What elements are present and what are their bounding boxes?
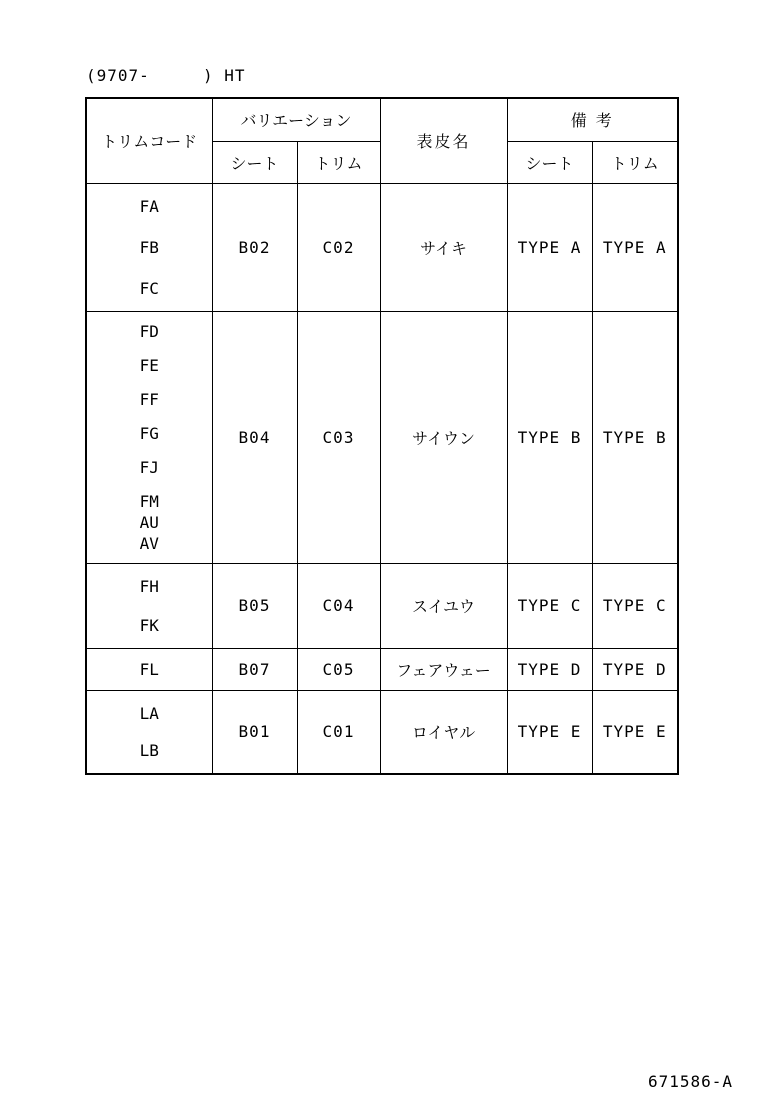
trim-codes-cell bbox=[86, 690, 212, 774]
trim-code: FG bbox=[139, 423, 159, 443]
header-remarks-trim: トリム bbox=[592, 141, 678, 183]
remark-trim-cell: TYPE B bbox=[592, 311, 678, 563]
trim-code: LB bbox=[139, 740, 159, 760]
trim-code: FJ bbox=[139, 457, 159, 477]
material-cell: スイユウ bbox=[380, 563, 507, 648]
table-row bbox=[86, 183, 678, 311]
table-row bbox=[86, 311, 678, 563]
variation-trim-cell: C02 bbox=[297, 183, 380, 311]
remark-seat-cell: TYPE E bbox=[507, 690, 592, 774]
remark-seat-cell: TYPE B bbox=[507, 311, 592, 563]
header-variation: バリエーション bbox=[212, 98, 380, 141]
trim-code: FA bbox=[139, 196, 159, 216]
model-code: HT bbox=[224, 66, 246, 85]
figure-id: 671586-A bbox=[648, 1072, 734, 1091]
trim-code-table bbox=[85, 97, 679, 775]
period-range: (9707- ) bbox=[86, 66, 214, 85]
trim-codes-cell bbox=[86, 183, 212, 311]
trim-code: FC bbox=[139, 278, 159, 298]
header-remarks-seat: シート bbox=[507, 141, 592, 183]
header-variation-seat: シート bbox=[212, 141, 297, 183]
remark-seat-cell: TYPE A bbox=[507, 183, 592, 311]
remark-trim-cell: TYPE A bbox=[592, 183, 678, 311]
variation-seat-cell: B02 bbox=[212, 183, 297, 311]
variation-trim-cell: C03 bbox=[297, 311, 380, 563]
trim-codes-cell bbox=[86, 648, 212, 690]
trim-code: AV bbox=[139, 533, 159, 553]
variation-trim-cell: C05 bbox=[297, 648, 380, 690]
remark-seat-cell: TYPE D bbox=[507, 648, 592, 690]
variation-trim-cell: C01 bbox=[297, 690, 380, 774]
material-cell: サイウン bbox=[380, 311, 507, 563]
variation-seat-cell: B04 bbox=[212, 311, 297, 563]
trim-codes-cell bbox=[86, 563, 212, 648]
trim-code: FE bbox=[139, 355, 159, 375]
document-header bbox=[86, 66, 246, 85]
remark-trim-cell: TYPE D bbox=[592, 648, 678, 690]
material-cell: ロイヤル bbox=[380, 690, 507, 774]
trim-code: FB bbox=[139, 237, 159, 257]
trim-code: FH bbox=[139, 576, 159, 596]
header-material: 表皮名 bbox=[380, 98, 507, 183]
variation-seat-cell: B07 bbox=[212, 648, 297, 690]
trim-code: FD bbox=[139, 321, 159, 341]
trim-code: FL bbox=[139, 659, 159, 679]
material-cell: フェアウェー bbox=[380, 648, 507, 690]
table-row bbox=[86, 648, 678, 690]
remark-seat-cell: TYPE C bbox=[507, 563, 592, 648]
trim-code: FK bbox=[139, 615, 159, 635]
header-trim-code: トリムコード bbox=[86, 98, 212, 183]
table-row bbox=[86, 563, 678, 648]
trim-code: FF bbox=[139, 389, 159, 409]
material-cell: サイキ bbox=[380, 183, 507, 311]
remark-trim-cell: TYPE C bbox=[592, 563, 678, 648]
trim-code: FM bbox=[139, 491, 159, 511]
header-remarks: 備 考 bbox=[507, 98, 678, 141]
table-row bbox=[86, 690, 678, 774]
remark-trim-cell: TYPE E bbox=[592, 690, 678, 774]
trim-codes-cell bbox=[86, 311, 212, 563]
trim-code: LA bbox=[139, 703, 159, 723]
trim-code: AU bbox=[139, 512, 159, 532]
variation-seat-cell: B05 bbox=[212, 563, 297, 648]
header-variation-trim: トリム bbox=[297, 141, 380, 183]
variation-trim-cell: C04 bbox=[297, 563, 380, 648]
variation-seat-cell: B01 bbox=[212, 690, 297, 774]
